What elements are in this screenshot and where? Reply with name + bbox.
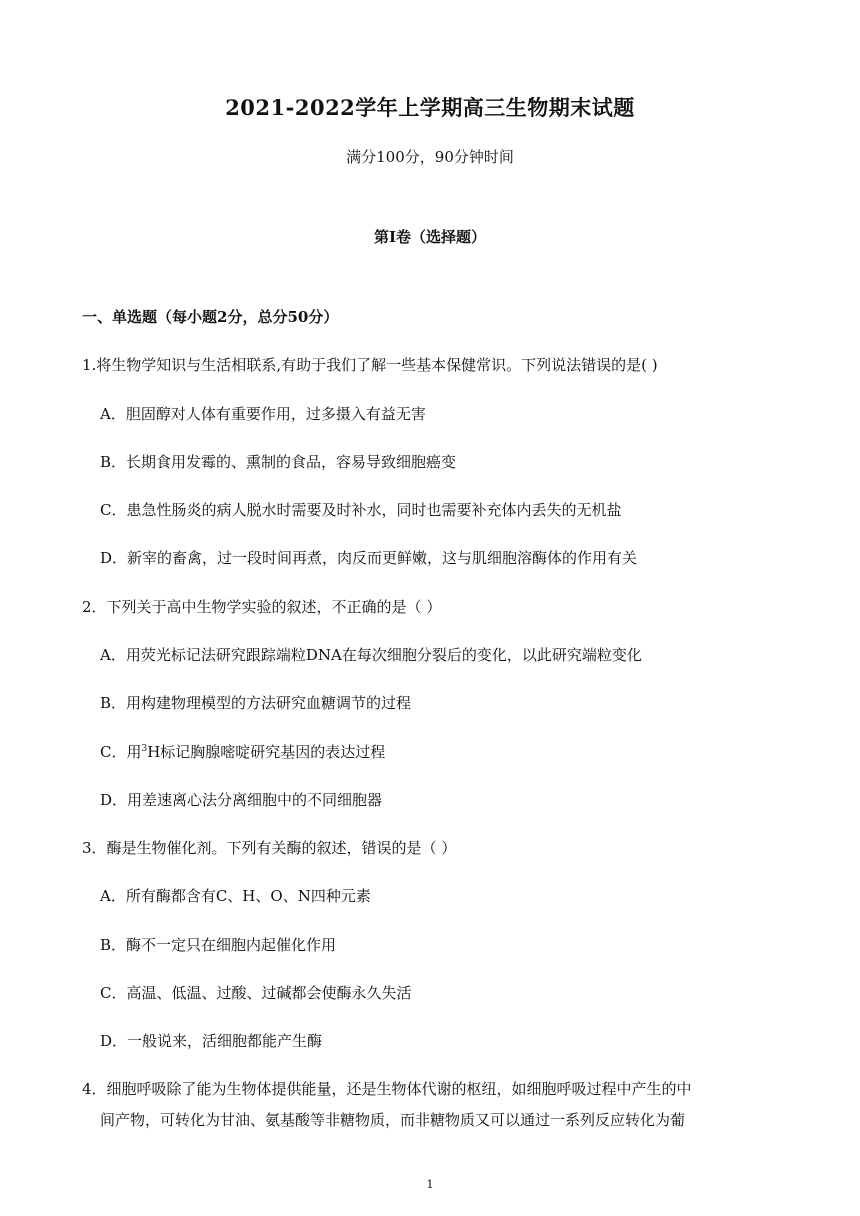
section-heading: 一、单选题（每小题2分，总分50分）	[82, 308, 339, 326]
question-3-option-a: A．所有酶都含有C、H、O、N四种元素	[100, 887, 371, 905]
question-1-option-a: A．胆固醇对人体有重要作用，过多摄入有益无害	[100, 405, 426, 423]
page-number: 1	[426, 1178, 434, 1191]
question-2-option-a: A．用荧光标记法研究跟踪端粒DNA在每次细胞分裂后的变化，以此研究端粒变化	[100, 646, 642, 664]
question-3-option-c: C．高温、低温、过酸、过碱都会使酶永久失活	[100, 984, 412, 1002]
question-1-option-d: D．新宰的畜禽，过一段时间再煮，肉反而更鲜嫩，这与肌细胞溶酶体的作用有关	[100, 549, 638, 567]
exam-title: 2021-2022学年上学期高三生物期末试题	[225, 95, 635, 120]
exam-subtitle: 满分100分，90分钟时间	[346, 148, 514, 166]
question-1-option-b: B．长期食用发霉的、熏制的食品，容易导致细胞癌变	[100, 453, 457, 471]
question-2-option-c-text: H标记胸腺嘧啶研究基因的表达过程	[147, 743, 386, 761]
question-1-option-c: C．患急性肠炎的病人脱水时需要及时补水，同时也需要补充体内丢失的无机盐	[100, 501, 622, 519]
question-1-stem: 1.将生物学知识与生活相联系,有助于我们了解一些基本保健常识。下列说法错误的是( )	[82, 356, 658, 374]
question-2-option-c-prefix: C．用	[100, 743, 142, 761]
question-4-stem: 4．细胞呼吸除了能为生物体提供能量，还是生物体代谢的枢纽，如细胞呼吸过程中产生的中	[82, 1080, 692, 1098]
question-3-option-b: B．酶不一定只在细胞内起催化作用	[100, 936, 337, 954]
question-3-option-d: D．一般说来，活细胞都能产生酶	[100, 1032, 323, 1050]
question-2-option-c	[100, 741, 385, 762]
superscript-mass-number: 3	[141, 744, 148, 754]
volume-heading: 第Ⅰ卷（选择题）	[373, 228, 487, 246]
question-2-stem: 2．下列关于高中生物学实验的叙述，不正确的是（ ）	[82, 598, 442, 616]
question-2-option-d: D．用差速离心法分离细胞中的不同细胞器	[100, 791, 383, 809]
question-2-option-b: B．用构建物理模型的方法研究血糖调节的过程	[100, 694, 412, 712]
question-4-stem-continued: 间产物，可转化为甘油、氨基酸等非糖物质，而非糖物质又可以通过一系列反应转化为葡	[100, 1111, 686, 1129]
question-3-stem: 3．酶是生物催化剂。下列有关酶的叙述，错误的是（ ）	[82, 839, 457, 857]
